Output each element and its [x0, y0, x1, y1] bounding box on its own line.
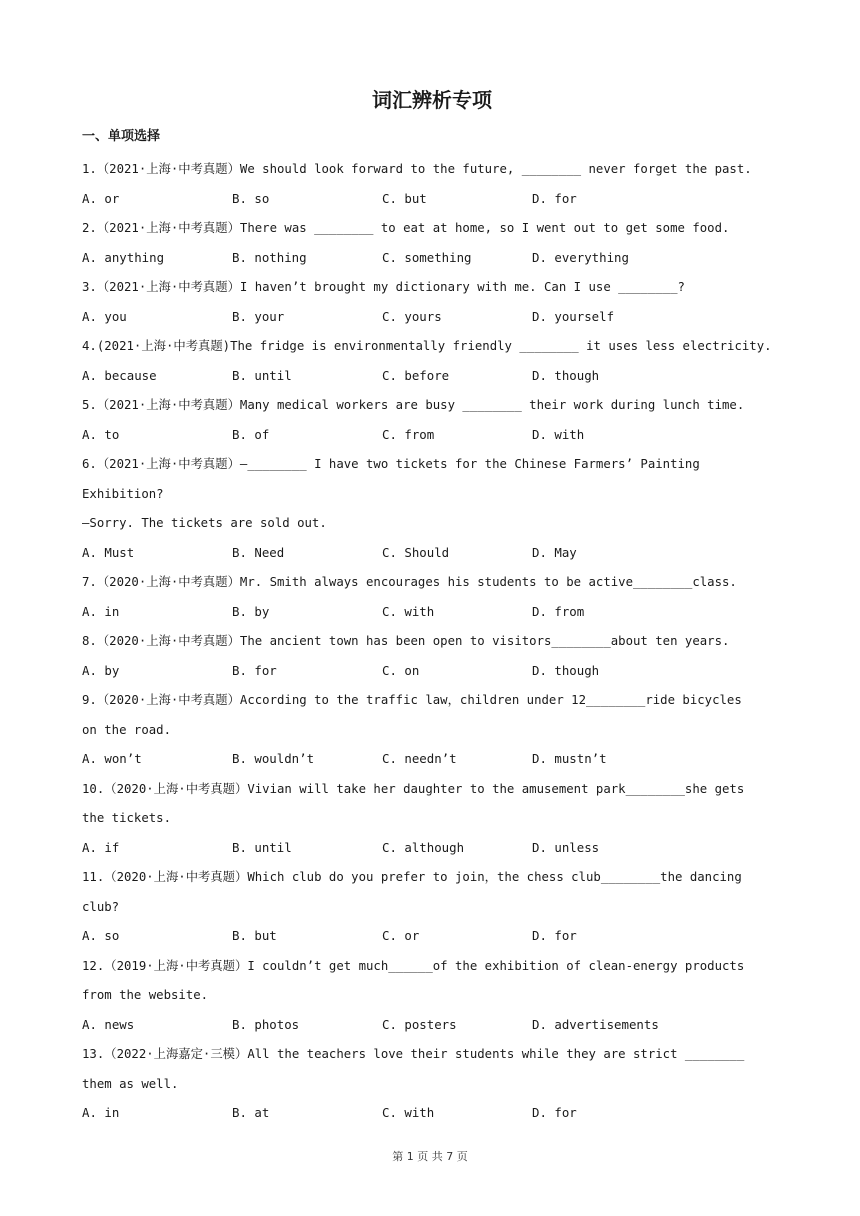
- answer-option[interactable]: B. wouldn’t: [232, 751, 315, 766]
- answer-option[interactable]: A. to: [82, 426, 120, 442]
- question-text: 10.（2020·上海·中考真题）Vivian will take her daughter to the amusement park________she gets: [82, 780, 745, 796]
- question-item: [82, 774, 782, 863]
- question-text: 5.（2021·上海·中考真题）Many medical workers are busy ________ their work during lunch time.: [82, 397, 745, 412]
- answer-option[interactable]: D. though: [532, 662, 600, 678]
- question-item: [82, 449, 782, 567]
- question-text: 13.（2022·上海嘉定·三模）All the teachers love their students while they are strict ________: [82, 1046, 745, 1061]
- question-text: 3.（2021·上海·中考真题）I haven’t brought my dictionary with me. Can I use ________?: [82, 279, 685, 294]
- answer-option[interactable]: D. unless: [532, 839, 600, 855]
- question-text: 4.(2021·上海·中考真题)The fridge is environmentally friendly ________ it uses less electricity.: [82, 338, 772, 353]
- answer-option[interactable]: C. or: [382, 928, 420, 943]
- answer-options: [82, 361, 782, 391]
- answer-option[interactable]: C. Should: [382, 544, 450, 560]
- question-text-continued: from the website.: [82, 987, 209, 1002]
- answer-option[interactable]: C. something: [382, 249, 472, 265]
- question-item: [82, 1039, 782, 1128]
- answer-option[interactable]: B. for: [232, 662, 277, 678]
- answer-options: [82, 184, 782, 214]
- question-text: 6.（2021·上海·中考真题）—________ I have two tickets for the Chinese Farmers’ Painting: [82, 456, 700, 471]
- answer-option[interactable]: A. news: [82, 1016, 135, 1032]
- answer-option[interactable]: A. by: [82, 662, 120, 678]
- answer-option[interactable]: D. though: [532, 367, 600, 383]
- answer-option[interactable]: B. until: [232, 839, 292, 855]
- answer-option[interactable]: B. Need: [232, 544, 285, 560]
- question-item: [82, 272, 782, 331]
- answer-options: [82, 302, 782, 332]
- answer-option[interactable]: D. from: [532, 603, 585, 619]
- answer-options: [82, 921, 782, 951]
- answer-options: [82, 744, 782, 774]
- answer-option[interactable]: C. but: [382, 190, 427, 206]
- question-text: 11.（2020·上海·中考真题）Which club do you prefer to join，the chess club________the dancing: [82, 869, 742, 884]
- question-text: 12.（2019·上海·中考真题）I couldn’t get much______of the exhibition of clean-energy products: [82, 957, 745, 973]
- answer-option[interactable]: A. if: [82, 839, 120, 855]
- answer-option[interactable]: D. everything: [532, 249, 629, 265]
- answer-option[interactable]: D. mustn’t: [532, 751, 607, 766]
- question-item: [82, 567, 782, 626]
- question-item: [82, 862, 782, 951]
- answer-option[interactable]: C. from: [382, 426, 435, 442]
- question-item: [82, 390, 782, 449]
- answer-option[interactable]: D. advertisements: [532, 1016, 659, 1032]
- answer-option[interactable]: A. won’t: [82, 751, 142, 766]
- answer-option[interactable]: D. May: [532, 544, 577, 560]
- document-page: [82, 86, 782, 1128]
- question-item: [82, 626, 782, 685]
- answer-option[interactable]: C. with: [382, 603, 435, 619]
- answer-option[interactable]: B. photos: [232, 1016, 300, 1032]
- answer-option[interactable]: D. for: [532, 1105, 577, 1120]
- answer-option[interactable]: B. your: [232, 308, 285, 324]
- section-heading: 一、单项选择: [82, 129, 161, 144]
- answer-option[interactable]: A. or: [82, 190, 120, 206]
- answer-option[interactable]: B. at: [232, 1105, 270, 1120]
- question-text-continued: club?: [82, 898, 120, 914]
- answer-option[interactable]: A. you: [82, 308, 127, 324]
- question-item: [82, 951, 782, 1040]
- answer-options: [82, 597, 782, 627]
- answer-options: [82, 656, 782, 686]
- answer-options: [82, 1098, 782, 1128]
- answer-option[interactable]: B. by: [232, 603, 270, 619]
- answer-option[interactable]: C. needn’t: [382, 751, 457, 766]
- answer-options: [82, 1010, 782, 1040]
- question-text: 2.（2021·上海·中考真题）There was ________ to eat at home, so I went out to get some food.: [82, 220, 730, 235]
- question-text-continued: on the road.: [82, 721, 172, 737]
- answer-option[interactable]: C. on: [382, 662, 420, 678]
- page-title: 词汇辨析专项: [372, 88, 492, 112]
- question-text-continued: —Sorry. The tickets are sold out.: [82, 515, 327, 530]
- answer-options: [82, 420, 782, 450]
- answer-option[interactable]: B. but: [232, 928, 277, 943]
- answer-option[interactable]: C. before: [382, 367, 450, 383]
- question-text: 9.（2020·上海·中考真题）According to the traffic law，children under 12________ride bicycles: [82, 692, 742, 707]
- question-text-continued: Exhibition?: [82, 485, 164, 501]
- answer-option[interactable]: A. because: [82, 367, 157, 383]
- answer-option[interactable]: A. Must: [82, 544, 135, 560]
- answer-options: [82, 243, 782, 273]
- answer-option[interactable]: C. although: [382, 839, 465, 855]
- answer-option[interactable]: D. for: [532, 928, 577, 943]
- answer-option[interactable]: D. yourself: [532, 308, 615, 324]
- answer-option[interactable]: D. with: [532, 426, 585, 442]
- answer-option[interactable]: B. nothing: [232, 249, 307, 265]
- answer-options: [82, 538, 782, 568]
- answer-option[interactable]: C. with: [382, 1105, 435, 1120]
- answer-option[interactable]: B. until: [232, 367, 292, 383]
- question-text-continued: them as well.: [82, 1075, 179, 1091]
- answer-option[interactable]: D. for: [532, 190, 577, 206]
- question-item: [82, 331, 782, 390]
- question-text: 8.（2020·上海·中考真题）The ancient town has been open to visitors________about ten years.: [82, 633, 730, 648]
- question-item: [82, 154, 782, 213]
- answer-option[interactable]: B. of: [232, 426, 270, 442]
- question-text-continued: the tickets.: [82, 810, 172, 825]
- answer-options: [82, 833, 782, 863]
- question-text: 7.（2020·上海·中考真题）Mr. Smith always encourages his students to be active________class.: [82, 574, 737, 589]
- answer-option[interactable]: A. in: [82, 603, 120, 619]
- answer-option[interactable]: C. posters: [382, 1016, 457, 1032]
- question-item: [82, 685, 782, 774]
- answer-option[interactable]: C. yours: [382, 308, 442, 324]
- question-list: [82, 154, 782, 1128]
- answer-option[interactable]: B. so: [232, 190, 270, 206]
- page-footer: 第 1 页 共 7 页: [392, 1150, 468, 1163]
- question-text: 1.（2021·上海·中考真题）We should look forward to the future, ________ never forget the past.: [82, 161, 752, 176]
- answer-option[interactable]: A. so: [82, 928, 120, 943]
- answer-option[interactable]: A. anything: [82, 249, 165, 265]
- answer-option[interactable]: A. in: [82, 1105, 120, 1120]
- question-item: [82, 213, 782, 272]
